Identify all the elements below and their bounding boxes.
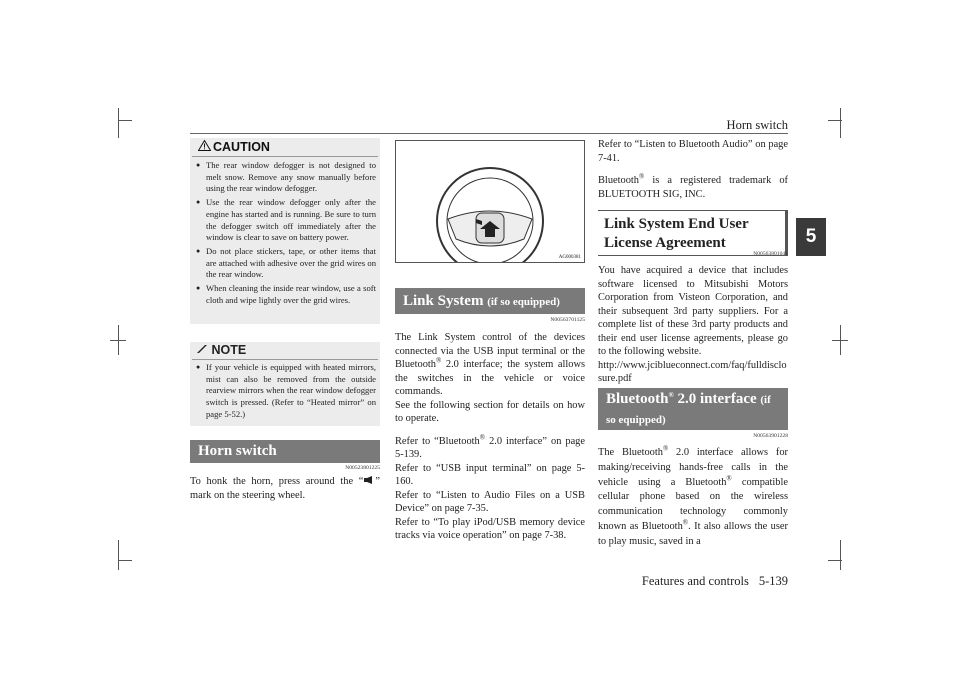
crop-mark [828,120,842,121]
ref-code: N00523801225 [345,465,380,471]
registration-mark [832,340,848,341]
steering-wheel-illustration [396,141,584,262]
ref-code: N00563801041 [753,251,788,257]
horn-paragraph: To honk the horn, press around the “ ” mark on the steering wheel. [190,476,380,501]
caution-item: ● Do not place stickers, tape, or other items that are attached with adhesive over the grid wires on the rear window. [194,246,376,281]
section-heading-bluetooth: Bluetooth® 2.0 interface (if so equipped) [598,388,788,430]
registration-mark [110,340,126,341]
col3-intro: Refer to “Listen to Bluetooth Audio” on page 7-41. Bluetooth® is a registered trademark of BLUETOOTH SIG, INC. [598,139,788,200]
crop-mark [118,560,132,561]
footer-section: Features and controls [641,574,749,588]
page-footer [632,574,788,589]
steering-wheel-figure [395,140,585,263]
section-heading-eula: Link System End User License Agreement [598,210,788,256]
crop-mark [828,560,842,561]
caution-box [190,138,380,324]
page-header-title: Horn switch [726,118,788,132]
note-box [190,342,380,426]
caution-item: ● Use the rear window defogger only after the engine has started and is running. Be sure to turn the defogger switch off immediately after the window is clear to save on battery power. [194,197,376,244]
note-item: ● If your vehicle is equipped with heated mirrors, mist can also be removed from the outside rearview mirrors when the rear window defogger switch is pressed. (Refer to “Heated mirror” on page 5-52.) [194,362,376,421]
footer-page-number: 5-139 [758,574,788,588]
link-system-body: The Link System control of the devices connected via the USB input terminal or the Bluetooth® 2.0 interface; the system allows the switches in the vehicle or voice commands. See the following section for details on how to operate. Refer to “Bluetooth® 2.0 interface” on page 5-139. Refer to “USB input terminal” on page 5-160. Refer to “Listen to Audio Files on a USB Device” on page 7-35. Refer to “To play iPod/USB memory device tracks via voice operation” on page 7-38. [395,332,585,541]
bluetooth-body: The Bluetooth® 2.0 interface allows for making/receiving hands-free calls in the vehicle using a Bluetooth® compatible cellular phone based on the wireless communication technology commonly known as Bluetooth®. It also allows the user to play music, saved in a [598,444,788,547]
ref-code: N00563701125 [550,317,585,323]
pencil-icon [196,343,211,357]
section-heading-link-system: Link System (if so equipped) [395,288,585,314]
header-rule [190,133,788,134]
crop-mark [840,108,841,138]
eula-url: http://www.jciblueconnect.com/faq/fulldisclosure.pdf [598,359,787,384]
caution-title: CAUTION [213,140,270,154]
caution-item: ● The rear window defogger is not designed to melt snow. Remove any snow manually before using the rear window defogger. [194,160,376,195]
horn-icon [363,476,375,487]
crop-mark [118,108,119,138]
note-title: NOTE [211,343,247,357]
ref-code: N00563901228 [753,433,788,439]
chapter-tab: 5 [796,218,826,256]
crop-mark [118,540,119,570]
warning-triangle-icon [198,140,211,154]
crop-mark [118,120,132,121]
caution-item: ● When cleaning the inside rear window, use a soft cloth and wipe lightly over the grid wires. [194,283,376,306]
section-heading-horn: Horn switch [190,440,380,463]
figure-id: AG000381 [558,255,581,260]
crop-mark [840,540,841,570]
eula-body: You have acquired a device that includes software licensed to Mitsubishi Motors Corporation from Visteon Corporation, and their subsequent 3rd party suppliers. For a complete list of these 3rd party products and their end user license agreements, please go to the following website. http://www.jciblueconnect.com/faq/fulldisclosure.pdf [598,265,788,384]
